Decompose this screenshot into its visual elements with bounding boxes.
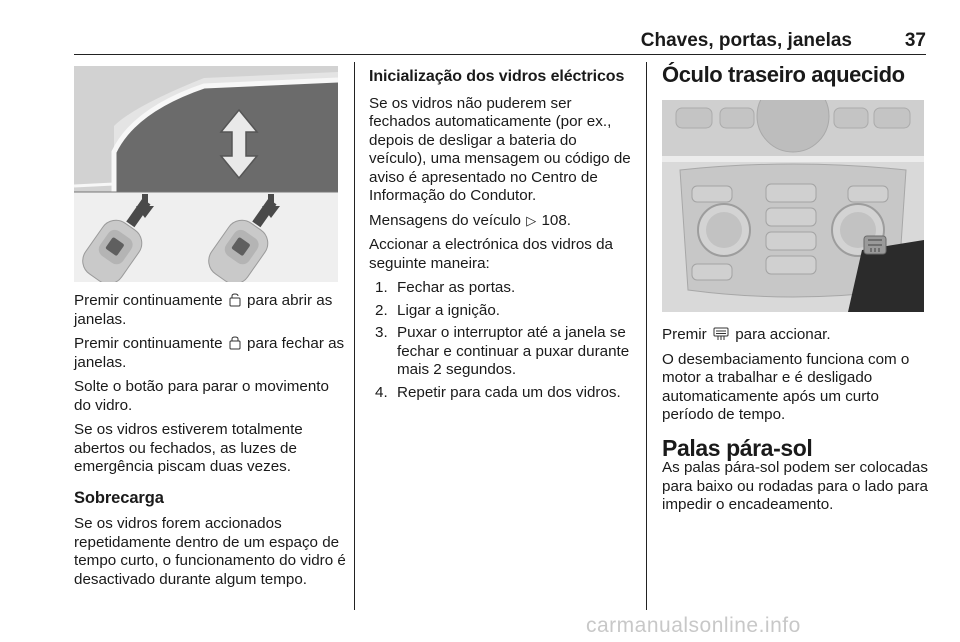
paragraph-press-to-activate: Premir para accionar. <box>662 326 831 343</box>
column-divider-right <box>646 62 647 610</box>
paragraph-close-windows: Premir continuamente para fechar as janelas. <box>74 335 345 371</box>
overload-heading: Sobrecarga <box>74 488 164 507</box>
procedure-steps <box>369 279 637 402</box>
initialization-heading: Inicialização dos vidros eléctricos <box>369 68 625 85</box>
paragraph-sun-visors: As palas pára-sol podem ser colocadas para baixo ou rodadas para o lado para impedir o encadeamento. <box>662 459 928 513</box>
page-header-title: Chaves, portas, janelas <box>640 30 852 51</box>
paragraph-overload: Se os vidros forem accionados repetidamente dentro de um espaço de tempo curto, o funcionamento do vidro é desactivado durante algum tempo. <box>74 515 346 588</box>
paragraph-stop-movement: Solte o botão para parar o movimento do vidro. <box>74 378 329 414</box>
page-ref-arrow-icon: ▷ <box>526 212 537 228</box>
middle-column <box>369 64 637 406</box>
right-column <box>662 62 928 87</box>
window-key-fob-illustration <box>74 66 338 282</box>
rear-window-heating-heading: Óculo traseiro aquecido <box>662 62 905 87</box>
list-item: 2. Ligar a ignição. <box>375 301 501 319</box>
left-column <box>74 292 348 595</box>
rear-window-defrost-icon <box>713 327 729 341</box>
column-divider-left <box>354 62 355 610</box>
list-item: 1. Fechar as portas. <box>375 279 516 296</box>
page-number: 37 <box>904 30 926 51</box>
paragraph-defrost-operation: O desembaciamento funciona com o motor a trabalhar e é desligado automaticamente após um curto período de tempo. <box>662 350 910 423</box>
climate-control-panel-illustration <box>662 100 924 312</box>
header-rule <box>74 54 926 55</box>
paragraph-hazard-lights: Se os vidros estiverem totalmente abertos ou fechados, as luzes de emergência piscam duas vezes. <box>74 421 303 475</box>
paragraph-initialization-intro: Se os vidros não puderem ser fechados automaticamente (por ex., depois de desligar a bateria do veículo), uma mensagem ou código de aviso é apresentado no Centro de Informação do Condutor. <box>369 94 631 204</box>
unlock-key-icon <box>229 293 241 307</box>
list-item: 4. Repetir para cada um dos vidros. <box>375 383 621 401</box>
right-column-body <box>662 326 928 521</box>
lock-key-icon <box>229 336 241 350</box>
sun-visors-heading: Palas pára-sol <box>662 434 813 461</box>
paragraph-vehicle-messages: Mensagens do veículo ▷ 108. <box>369 211 572 229</box>
list-item: 3. Puxar o interruptor até a janela se fechar e continuar a puxar durante mais 2 segundos. <box>375 324 630 378</box>
paragraph-open-windows: Premir continuamente para abrir as janelas. <box>74 292 333 328</box>
watermark: carmanualsonline.info <box>586 614 801 637</box>
paragraph-procedure-intro: Accionar a electrónica dos vidros da seguinte maneira: <box>369 236 613 272</box>
